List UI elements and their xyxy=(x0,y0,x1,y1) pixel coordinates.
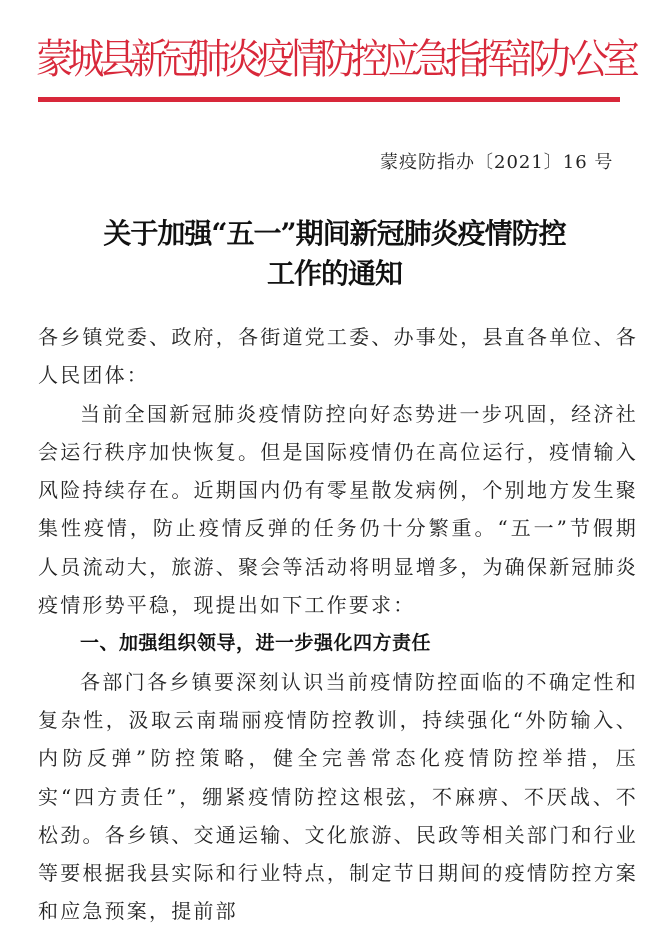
section-body: 各部门各乡镇要深刻认识当前疫情防控面临的不确定性和复杂性，汲取云南瑞丽疫情防控教训，持续强化“外防输入、内防反弹”防控策略，健全完善常态化疫情防控举措，压实“四方责任”，绷紧疫情防控这根弦，不麻痹、不厌战、不松劲。各乡镇、交通运输、文化旅游、民政等相关部门和行业等要根据我县实际和行业特点，制定节日期间的疫情防控方案和应急预案，提前部 xyxy=(38,669,638,924)
salutation: 各乡镇党委、政府，各街道党工委、办事处，县直各单位、各人民团体： xyxy=(38,325,638,388)
document-title xyxy=(0,214,669,294)
red-divider-line xyxy=(38,97,620,102)
document-body xyxy=(38,318,638,931)
document-number: 蒙疫防指办〔2021〕16 号 xyxy=(380,152,614,173)
document-title-line-2: 工作的通知 xyxy=(266,257,402,290)
document-title-line-1: 关于加强“五一”期间新冠肺炎疫情防控 xyxy=(103,217,566,250)
intro-paragraph: 当前全国新冠肺炎疫情防控向好态势进一步巩固，经济社会运行秩序加快恢复。但是国际疫情仍在高位运行，疫情输入风险持续存在。近期国内仍有零星散发病例，个别地方发生聚集性疫情，防止疫情反弹的任务仍十分繁重。“五一”节假期人员流动大，旅游、聚会等活动将明显增多，为确保新冠肺炎疫情形势平稳，现提出如下工作要求： xyxy=(38,401,638,618)
section-heading: 一、加强组织领导，进一步强化四方责任 xyxy=(80,632,432,655)
issuer-header: 蒙城县新冠肺炎疫情防控应急指挥部办公室 xyxy=(36,35,635,83)
